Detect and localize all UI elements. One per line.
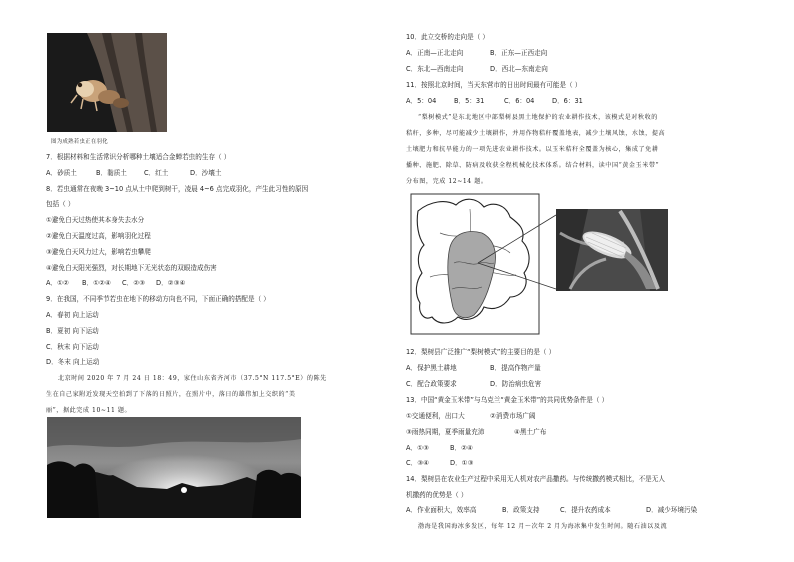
q11-option-d: D．6：31 xyxy=(552,97,583,105)
q8-item-3: ③避免白天风力过大，影响若虫攀爬 xyxy=(46,248,151,256)
passage4-line1: 渤海是我国海冰多发区，每年 12 月～次年 2 月为海冰集中发生时间。随石油以及流 xyxy=(418,523,668,530)
q13-options-row1 xyxy=(406,444,473,453)
passage2-line3: 丽”，据此完成 10~11 题。 xyxy=(46,407,132,414)
q13-items-row2 xyxy=(406,428,546,437)
q8-item-2: ②避免白天温度过高，影响羽化过程 xyxy=(46,232,151,240)
q13-option-a: A．①③ xyxy=(406,444,429,452)
q8-option-d: D．②③④ xyxy=(156,279,186,287)
q13-stem: 13．中国“黄金玉米带”与乌克兰“黄金玉米带”的共同优势条件是（ ） xyxy=(406,396,609,404)
q13-item-1: ①交通便利，出口大 xyxy=(406,412,465,420)
q12-option-a: A．保护黑土耕地 xyxy=(406,364,457,372)
q8-option-c: C．②③ xyxy=(122,279,146,287)
photo-caption: 图为成熟若虫正在羽化 xyxy=(51,139,108,145)
passage3-line4: 播种、施肥、除草、防病及收获全程机械化技术体系。结合材料，读中国“黄金玉米带” xyxy=(406,162,660,169)
q9-option-b: B．夏初 向下运动 xyxy=(46,327,99,335)
q8-item-4: ④避免白天阳光强烈，对长期地下无光状态的双眼造成伤害 xyxy=(46,264,217,272)
q8-option-a: A．①② xyxy=(46,279,69,287)
q14-option-a: A．作业面积大，效率高 xyxy=(406,506,477,514)
q14-option-b: B．政策支持 xyxy=(502,506,540,514)
q7-option-a: A．砂质土 xyxy=(46,169,77,177)
q9-option-d: D．冬末 向上运动 xyxy=(46,358,100,366)
q9-stem: 9．在我国，不同季节若虫在地下的移动方向也不同，下面正确的搭配是（ ） xyxy=(46,295,270,303)
q11-option-b: B．5：31 xyxy=(454,97,485,105)
q11-options xyxy=(406,97,583,106)
passage3-line2: 秸秆，多种，尽可能减少土壤耕作，并用作物秸秆覆盖地表，减少土壤风蚀，水蚀，提高 xyxy=(406,130,666,137)
q14-option-d: D．减少环境污染 xyxy=(646,506,698,514)
q13-option-d: D．①③ xyxy=(450,459,474,467)
q13-item-3: ③雨热同期，夏季雨量充沛 xyxy=(406,428,485,436)
q9-option-a: A．春初 向上运动 xyxy=(46,311,99,319)
passage2-line2: 生在自己家附近发现天空拍到了下落的日照片，在照片中，落日的雄伟加上交织的“美 xyxy=(46,391,296,398)
q14-stem-line1: 14．梨树县在农业生产过程中采用无人机对农产品撒药。与传统撒药模式相比，不是无人 xyxy=(406,475,665,483)
q8-options xyxy=(46,279,185,288)
q13-items-row1 xyxy=(406,412,535,421)
passage3-line1: “梨树模式”是东北地区中部梨树县黑土地保护的农业耕作技术，该模式是对秋收的 xyxy=(418,114,658,121)
sunset-photo-graphic xyxy=(47,417,301,518)
q7-stem: 7．根据材料和生活常识分析哪种土壤适合金蝉若虫的生存（ ） xyxy=(46,153,231,161)
q10-option-a: A．正南—正北走向 xyxy=(406,49,464,57)
q10-stem: 10．此立交桥的走向是（ ） xyxy=(406,33,490,41)
q14-option-c: C．提升农药成本 xyxy=(560,506,611,514)
sunset-photo xyxy=(47,417,301,518)
q12-options-row1 xyxy=(406,364,541,373)
q8-option-b: B．①②④ xyxy=(82,279,111,287)
passage3-line3: 土壤肥力和抗旱能力的一项先进农业耕作技术。以玉米秸秆全覆盖为核心，集成了免耕 xyxy=(406,146,659,153)
q12-options-row2 xyxy=(406,380,541,389)
q12-option-b: B．提高作物产量 xyxy=(490,364,541,372)
passage3-line5: 分布图，完成 12~14 题。 xyxy=(406,178,488,185)
q10-option-b: B．正东—正西走向 xyxy=(490,49,548,57)
q14-options xyxy=(406,506,697,515)
q13-option-b: B．②④ xyxy=(450,444,473,452)
q8-stem-line1: 8．若虫通常在夜晚 3~10 点从土中爬到树干，凌晨 4~6 点完成羽化，产生此习性的原因 xyxy=(46,185,309,193)
q7-option-c: C．红土 xyxy=(144,169,169,177)
q7-option-b: B．黏质土 xyxy=(96,169,127,177)
q7-options xyxy=(46,169,221,178)
q10-options-row2 xyxy=(406,65,548,74)
q12-option-d: D．防治病虫危害 xyxy=(490,380,542,388)
q13-item-4: ④黑土广布 xyxy=(514,428,547,436)
q14-stem-line2: 机撒药的优势是（ ） xyxy=(406,491,468,499)
q11-option-c: C．6：04 xyxy=(504,97,535,105)
q11-option-a: A．5：04 xyxy=(406,97,437,105)
cicada-photo-graphic xyxy=(47,33,167,132)
q11-stem: 11．按照北京时间，当天东营市的日出时间最有可能是（ ） xyxy=(406,81,582,89)
corn-belt-figure xyxy=(410,193,710,336)
q9-option-c: C．秋末 向下运动 xyxy=(46,343,99,351)
q10-options-row1 xyxy=(406,49,547,58)
q12-option-c: C．配合政策要求 xyxy=(406,380,457,388)
q12-stem: 12．梨树县广泛推广“梨树模式”的主要目的是（ ） xyxy=(406,348,556,356)
q7-option-d: D．沙壤土 xyxy=(190,169,222,177)
cicada-photo xyxy=(47,33,167,132)
passage2-line1: 北京时间 2020 年 7 月 24 日 18：49，家住山东省齐河市（37.5°N 117.5°E）的陈先 xyxy=(58,375,327,382)
q10-option-c: C．东北—西南走向 xyxy=(406,65,464,73)
q13-option-c: C．③④ xyxy=(406,459,430,467)
q8-item-1: ①避免白天过热使其本身失去水分 xyxy=(46,216,145,224)
q13-item-2: ②消费市场广阔 xyxy=(490,412,536,420)
corn-belt-figure-graphic xyxy=(410,193,710,336)
q13-options-row2 xyxy=(406,459,474,468)
corn-photo xyxy=(556,209,668,291)
q8-stem-line2: 包括（ ） xyxy=(46,200,75,208)
q10-option-d: D．西北—东南走向 xyxy=(490,65,548,73)
